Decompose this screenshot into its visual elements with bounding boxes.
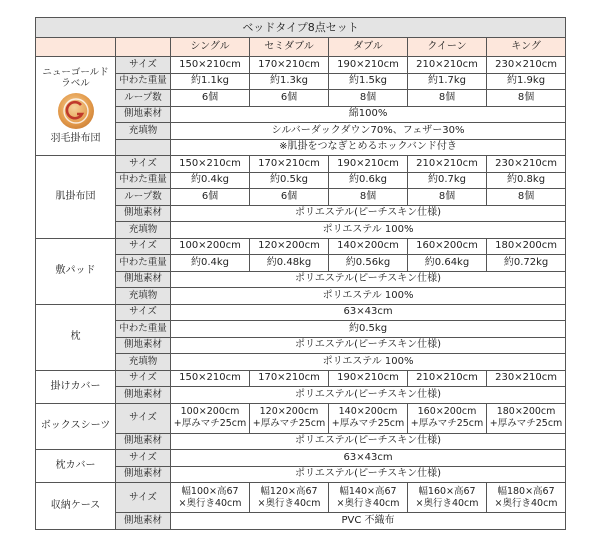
row-label: サイズ [116, 483, 171, 513]
cell: 230×210cm [487, 57, 566, 74]
cell: ポリエステル 100% [171, 354, 566, 371]
table-row [36, 255, 566, 272]
cell-line: ×奥行き40cm [336, 497, 400, 509]
cell [487, 483, 566, 513]
table-row [36, 156, 566, 173]
cell [171, 483, 250, 513]
cell: 約0.64kg [408, 255, 487, 272]
cell: 約0.6kg [329, 172, 408, 189]
cell: 100×200cm [171, 238, 250, 255]
row-label: サイズ [116, 238, 171, 255]
cell: 150×210cm [171, 156, 250, 173]
cell: ポリエステル 100% [171, 288, 566, 305]
table-row [36, 238, 566, 255]
logo-label-line1: ニューゴールド [42, 66, 109, 78]
table-row [36, 337, 566, 354]
cell-line: 160×200cm [417, 406, 477, 417]
row-label: 側地素材 [116, 271, 171, 288]
corner-cell [36, 38, 116, 57]
cell-line: +厚みマチ25cm [410, 418, 484, 429]
table-row [36, 433, 566, 450]
size-header-double: ダブル [329, 38, 408, 57]
cell: 約0.5kg [250, 172, 329, 189]
cell: 170×210cm [250, 156, 329, 173]
cell: 約0.56kg [329, 255, 408, 272]
cell: ポリエステル(ピーチスキン仕様) [171, 205, 566, 222]
cell-line: +厚みマチ25cm [489, 418, 563, 429]
cell: 230×210cm [487, 156, 566, 173]
row-label: 中わた重量 [116, 172, 171, 189]
table-title: ベッドタイプ8点セット [36, 18, 566, 38]
cell: 8個 [487, 189, 566, 206]
row-label-empty [116, 139, 171, 156]
cell: 8個 [329, 90, 408, 107]
table-row [36, 354, 566, 371]
cell: 約0.7kg [408, 172, 487, 189]
category-duvet-cover: 掛けカバー [36, 370, 116, 403]
table-row [36, 466, 566, 483]
size-header-king: キング [487, 38, 566, 57]
table-row [36, 450, 566, 467]
cell-line: ×奥行き40cm [494, 497, 558, 509]
row-label: 中わた重量 [116, 73, 171, 90]
row-label: 側地素材 [116, 466, 171, 483]
cell: 160×200cm [408, 238, 487, 255]
cell-line: 幅180×高67 [497, 485, 555, 497]
table-row [36, 172, 566, 189]
cell: 約0.48kg [250, 255, 329, 272]
category-storage-case: 収納ケース [36, 483, 116, 530]
row-label: 側地素材 [116, 337, 171, 354]
cell-line: 100×200cm [180, 406, 240, 417]
cell: 8個 [487, 90, 566, 107]
cell: 180×200cm [487, 238, 566, 255]
table-row [36, 106, 566, 123]
cell: 63×43cm [171, 450, 566, 467]
table-row [36, 271, 566, 288]
cell-line: 幅140×高67 [339, 485, 397, 497]
table-row [36, 513, 566, 530]
cell [408, 403, 487, 433]
row-label: ループ数 [116, 189, 171, 206]
cell: 8個 [408, 90, 487, 107]
row-label: 充填物 [116, 288, 171, 305]
cell: ポリエステル(ピーチスキン仕様) [171, 466, 566, 483]
cell: ポリエステル(ピーチスキン仕様) [171, 337, 566, 354]
row-label: サイズ [116, 403, 171, 433]
table-row [36, 483, 566, 513]
cell: 綿100% [171, 106, 566, 123]
cell-line: 幅120×高67 [260, 485, 318, 497]
cell: 170×210cm [250, 370, 329, 387]
table-row [36, 189, 566, 206]
cell: 8個 [408, 189, 487, 206]
table-row [36, 90, 566, 107]
cell: 140×200cm [329, 238, 408, 255]
cell-line: +厚みマチ25cm [252, 418, 326, 429]
cell: 230×210cm [487, 370, 566, 387]
cell: 約1.9kg [487, 73, 566, 90]
cell-line: ×奥行き40cm [415, 497, 479, 509]
row-label: 中わた重量 [116, 255, 171, 272]
row-label: 側地素材 [116, 433, 171, 450]
cell: 190×210cm [329, 156, 408, 173]
cell: 6個 [250, 90, 329, 107]
cell-line: ×奥行き40cm [178, 497, 242, 509]
cell-line: 幅100×高67 [181, 485, 239, 497]
row-label: 側地素材 [116, 106, 171, 123]
cell: 6個 [171, 90, 250, 107]
table-row [36, 370, 566, 387]
cell: 約0.4kg [171, 255, 250, 272]
cell: 210×210cm [408, 156, 487, 173]
row-label: サイズ [116, 450, 171, 467]
row-label: 充填物 [116, 222, 171, 239]
table-row [36, 222, 566, 239]
cell-line: 180×200cm [496, 406, 556, 417]
category-box-sheet: ボックスシーツ [36, 403, 116, 450]
size-header-queen: クイーン [408, 38, 487, 57]
cell: シルバーダックダウン70%、フェザー30% [171, 123, 566, 140]
spec-table [35, 17, 566, 530]
cell: 63×43cm [171, 304, 566, 321]
cell: 約1.3kg [250, 73, 329, 90]
table-row [36, 57, 566, 74]
cell-line: ×奥行き40cm [257, 497, 321, 509]
row-label: サイズ [116, 370, 171, 387]
row-label: サイズ [116, 57, 171, 74]
cell [250, 483, 329, 513]
table-row [36, 321, 566, 338]
cell: 約0.5kg [171, 321, 566, 338]
cell: 約0.4kg [171, 172, 250, 189]
row-label: 側地素材 [116, 513, 171, 530]
cell [171, 403, 250, 433]
cell: PVC 不織布 [171, 513, 566, 530]
cell [408, 483, 487, 513]
table-row [36, 73, 566, 90]
cell-line: 120×200cm [259, 406, 319, 417]
cell: 約1.5kg [329, 73, 408, 90]
logo-label-line2: ラベル [61, 77, 90, 89]
cell: 190×210cm [329, 370, 408, 387]
cell: 6個 [250, 189, 329, 206]
cell: 6個 [171, 189, 250, 206]
size-header-row [36, 38, 566, 57]
cell [329, 403, 408, 433]
category-name: 羽毛掛布団 [50, 132, 101, 144]
category-pillow-cover: 枕カバー [36, 450, 116, 483]
size-header-semi-double: セミダブル [250, 38, 329, 57]
category-pillow: 枕 [36, 304, 116, 370]
cell: ポリエステル(ピーチスキン仕様) [171, 433, 566, 450]
category-pad: 敷パッド [36, 238, 116, 304]
row-label: サイズ [116, 304, 171, 321]
cell-line: +厚みマチ25cm [331, 418, 405, 429]
cell: 約1.7kg [408, 73, 487, 90]
title-row [36, 18, 566, 38]
row-label: 側地素材 [116, 387, 171, 404]
table-row [36, 205, 566, 222]
gold-label-emblem-icon [58, 93, 94, 129]
cell [250, 403, 329, 433]
cell: 約1.1kg [171, 73, 250, 90]
cell: 210×210cm [408, 370, 487, 387]
cell-line: +厚みマチ25cm [173, 418, 247, 429]
row-label: 充填物 [116, 354, 171, 371]
category-light-comforter: 肌掛布団 [36, 156, 116, 239]
row-label: 充填物 [116, 123, 171, 140]
cell: 190×210cm [329, 57, 408, 74]
cell: 120×200cm [250, 238, 329, 255]
cell: 150×210cm [171, 57, 250, 74]
row-label: サイズ [116, 156, 171, 173]
note-cell: ※肌掛をつなぎとめるホックバンド付き [171, 139, 566, 156]
table-row [36, 139, 566, 156]
size-header-single: シングル [171, 38, 250, 57]
table-row [36, 304, 566, 321]
cell: 約0.8kg [487, 172, 566, 189]
cell-line: 140×200cm [338, 406, 398, 417]
row-label: 側地素材 [116, 205, 171, 222]
cell: 210×210cm [408, 57, 487, 74]
cell [487, 403, 566, 433]
row-label: 中わた重量 [116, 321, 171, 338]
table-row [36, 123, 566, 140]
cell: ポリエステル 100% [171, 222, 566, 239]
cell: 150×210cm [171, 370, 250, 387]
cell-line: 幅160×高67 [418, 485, 476, 497]
cell: ポリエステル(ピーチスキン仕様) [171, 387, 566, 404]
cell: ポリエステル(ピーチスキン仕様) [171, 271, 566, 288]
cell: 約0.72kg [487, 255, 566, 272]
cell: 170×210cm [250, 57, 329, 74]
cell: 8個 [329, 189, 408, 206]
table-row [36, 288, 566, 305]
table-row [36, 403, 566, 433]
corner-cell [116, 38, 171, 57]
category-comforter [36, 57, 116, 156]
row-label: ループ数 [116, 90, 171, 107]
table-row [36, 387, 566, 404]
cell [329, 483, 408, 513]
